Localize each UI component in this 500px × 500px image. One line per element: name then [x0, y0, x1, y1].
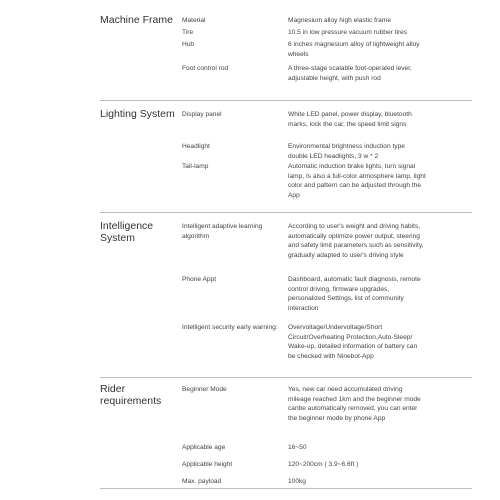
section-divider [100, 377, 472, 378]
spec-key: Applicable age [182, 444, 226, 451]
spec-value: Dashboard, automatic fault diagnosis, remote control driving, firmware upgrades, personalized Settings, list of community interaction [288, 276, 421, 312]
spec-value: White LED panel, power display, bluetooth marks, lock the car, the speed limit signs [288, 111, 412, 128]
spec-key: Applicable height [182, 461, 233, 468]
section-title: Intelligence System [100, 220, 154, 244]
spec-key: Intelligent adaptive learning algorithm [182, 223, 263, 240]
spec-value: Magnesium alloy high elastic frame [288, 17, 391, 24]
spec-value: A three-stage scalable foot-operated lever, adjustable height, with push rod [288, 65, 412, 82]
spec-value: 100kg [288, 478, 306, 485]
spec-key: Tail-lamp [182, 163, 209, 170]
spec-value: 120~200cm ( 3.9~6.6ft ) [288, 461, 359, 468]
spec-key: Foot control rod [182, 65, 229, 72]
spec-key: Phone Appt [182, 276, 217, 283]
section-title: Lighting System [100, 108, 175, 120]
spec-key: Headlight [182, 143, 210, 150]
section-divider [100, 100, 472, 101]
spec-value: Yes, new car need accumulated driving mileage reached 1km and the beginner mode canbe automatically removed, you can enter the beginner mode by phone App [288, 386, 421, 422]
spec-key: Hub [182, 41, 195, 48]
spec-value: Overvoltage/Undervoltage/Short Circuit/Overheating Protection,Auto-Sleep/ Wake-up, detailed information of battery can be checked with Ninebot-App [288, 324, 418, 360]
spec-key: Intelligent security early warning: [182, 324, 278, 331]
section-title: Rider requirements [100, 383, 162, 407]
spec-key: Beginner Mode [182, 386, 227, 393]
section-divider [100, 212, 472, 213]
spec-key: Max. payload [182, 478, 222, 485]
spec-value: Automatic induction brake lights, turn signal lamp, Is also a full-color atmosphere lamp, light color and pattern can be adjusted through the App [288, 163, 426, 199]
spec-value: According to user's weight and driving habits, automatically optimize power output, steering and safety limit parameters such as sensitivity, gradually adapted to user's driving style [288, 223, 424, 259]
section-divider [100, 488, 472, 489]
spec-key: Tire [182, 29, 194, 36]
spec-key: Material [182, 17, 206, 24]
spec-value: Environmental brightness induction type double LED headlights, 3 w * 2 [288, 143, 405, 160]
spec-value: 16~50 [288, 444, 307, 451]
spec-key: Display panel [182, 111, 222, 118]
section-title: Machine Frame [100, 14, 173, 26]
spec-value: 10.5 in low pressure vacuum rubber tires [288, 29, 408, 36]
spec-value: 6 inches magnesium alloy of lightweight alloy wheels [288, 41, 420, 58]
